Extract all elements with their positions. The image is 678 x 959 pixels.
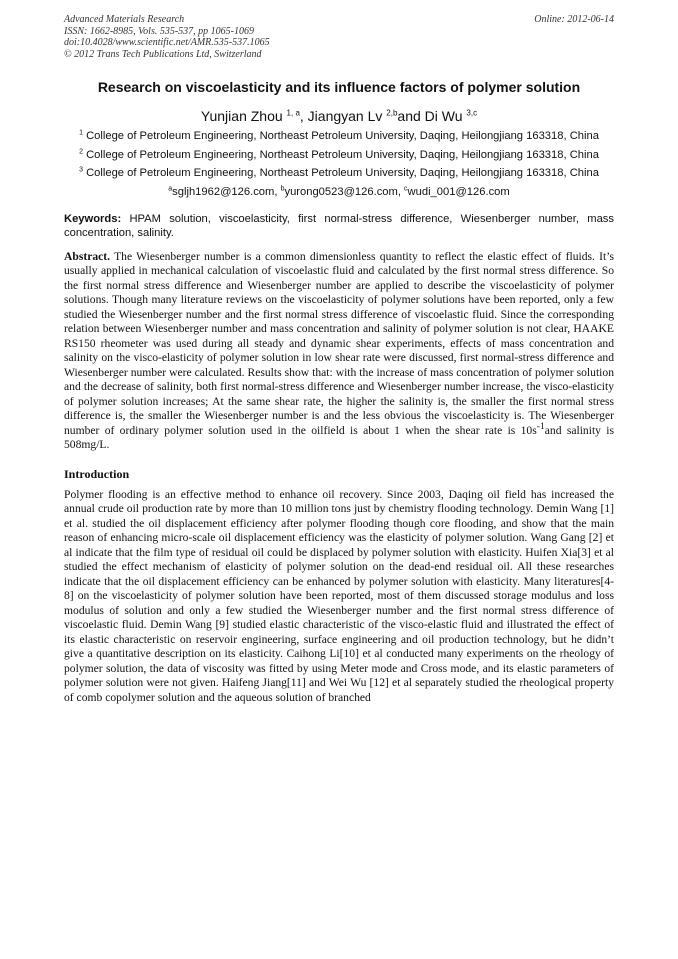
doi-line: doi:10.4028/www.scientific.net/AMR.535-537.1065 [64, 37, 270, 48]
email-b-sup: b [280, 184, 285, 192]
email-a-sup: a [168, 184, 173, 192]
paper-title: Research on viscoelasticity and its influence factors of polymer solution [97, 79, 581, 95]
affiliation-2 [64, 148, 614, 163]
affiliation-2-text: College of Petroleum Engineering, Northeast Petroleum University, Daqing, Heilongjiang 163318, China [82, 148, 599, 161]
author-1-sup: 1, a [286, 108, 300, 118]
abstract-text-2: and salinity is 508mg/L. [64, 423, 615, 451]
journal-name: Advanced Materials Research [64, 14, 185, 25]
keywords-label: Keywords: [64, 212, 122, 225]
copyright-line: © 2012 Trans Tech Publications Ltd, Switzerland [64, 48, 262, 60]
author-1-name: Yunjian Zhou [200, 108, 287, 124]
email-c[interactable]: wudi_001@126.com [407, 185, 510, 198]
email-line [64, 185, 614, 200]
affiliation-2-num: 2 [79, 147, 83, 155]
issn-line: ISSN: 1662-8985, Vols. 535-537, pp 1065-1069 [64, 25, 254, 37]
abstract-sup: -1 [536, 420, 545, 432]
keywords-text: HPAM solution, viscoelasticity, first normal-stress difference, Wiesenberger number, mass concentration, salinity. [64, 212, 614, 239]
email-b[interactable]: yurong0523@126.com, [284, 185, 405, 198]
paper-page [64, 14, 614, 705]
online-date: Online: 2012-06-14 [534, 14, 614, 25]
affiliation-1 [64, 129, 614, 144]
introduction-paragraph: Polymer flooding is an effective method to enhance oil recovery. Since 2003, Daqing oil field has increased the annual crude oil production rate by more than 10 million tons just by chemistry flooding technology. Demin Wang [1] et al. studied the oil displacement efficiency after polymer flooding though core flooding, and show that the main reason of enhancing micro-scale oil displacement efficiency was the elasticity of polymer solution. Wang Gang [2] et al indicate that the film type of residual oil could be displaced by polymer solution with elasticity. Huifen Xia[3] et al studied the effect mechanism of elasticity of polymer solution on the dead-end residual oil. All these researches indicate that the oil displacement efficiency can be enhanced by polymer solution with elasticity. Many literatures[4-8] on the viscoelasticity of polymer solution have been reported, most of them discussed storage modulus and loss modulus of solution and only a few studied the Wiesenberger number and the first normal stress difference of viscoelastic fluid. Demin Wang [9] studied elastic characteristic of the visco-elastic fluid and illustrated the effect of its elastic characteristic on reservoir engineering, surface engineering and oil production technology, but he didn’t give a quantitative description on its elasticity. Caihong Li[10] et al conducted many experiments on the rheology of polymer solution, the data of viscosity was fitted by using Meter mode and Cross mode, and its elastic parameters of polymer solution were not given. Haifeng Jiang[11] and Wei Wu [12] et al separately studied the rheological property of comb copolymer solution and the aqueous solution of branched [64, 487, 614, 704]
author-line [64, 108, 614, 125]
keywords-paragraph [64, 212, 614, 241]
author-2-name: , Jiangyan Lv [299, 108, 387, 124]
affiliation-3 [64, 166, 614, 181]
email-a[interactable]: sgljh1962@126.com, [172, 185, 281, 198]
journal-meta [64, 14, 614, 60]
abstract-paragraph [64, 250, 614, 453]
abstract-text-1: The Wiesenberger number is a common dimensionless quantity to reflect the elastic effect of fluids. It’s usually applied in mechanical calculation of viscoelastic fluid and calculated by the first normal stress difference. So the first normal stress difference and Wiesenberger number are applied to describe the viscoelasticity of polymer solutions. Though many literature reviews on the viscoelasticity of polymer solutions have been reported, only a few studied the Wiesenberger number and the first normal stress difference of viscoelastic fluid. Since the corresponding relation between Wiesenberger number and mass concentration and salinity of polymer solution is not clear, HAAKE RS150 rheometer was used during all steady and dynamic shear experiments, effects of mass concentration and salinity on the visco-elasticity of polymer solution in low shear rate were discussed, first normal-stress difference and Wiesenberger number were calculated. Results show that: with the increase of mass concentration of polymer solution and the decrease of salinity, both first normal-stress difference and Wiesenberger number increase, the visco-elasticity of polymer solution increases; At the same shear rate, the higher the salinity is, the smaller the first normal stress difference is, the smaller the Wiesenberger number is and the less obvious the viscoelasticity is. The Wiesenberger number of ordinary polymer solution used in the oilfield is about 1 when the shear rate is 10s [64, 249, 614, 437]
author-3-sup: 3,c [466, 108, 478, 118]
affiliation-1-text: College of Petroleum Engineering, Northeast Petroleum University, Daqing, Heilongjiang 163318, China [82, 130, 599, 142]
author-2-sup: 2,b [386, 108, 398, 118]
affiliation-1-num: 1 [79, 129, 83, 137]
affiliation-3-num: 3 [79, 166, 83, 174]
introduction-heading: Introduction [64, 466, 130, 481]
affiliation-3-text: College of Petroleum Engineering, Northeast Petroleum University, Daqing, Heilongjiang 163318, China [82, 167, 599, 179]
email-c-sup: c [404, 184, 408, 192]
abstract-label: Abstract. [64, 249, 111, 263]
author-3-name: and Di Wu [397, 108, 467, 124]
